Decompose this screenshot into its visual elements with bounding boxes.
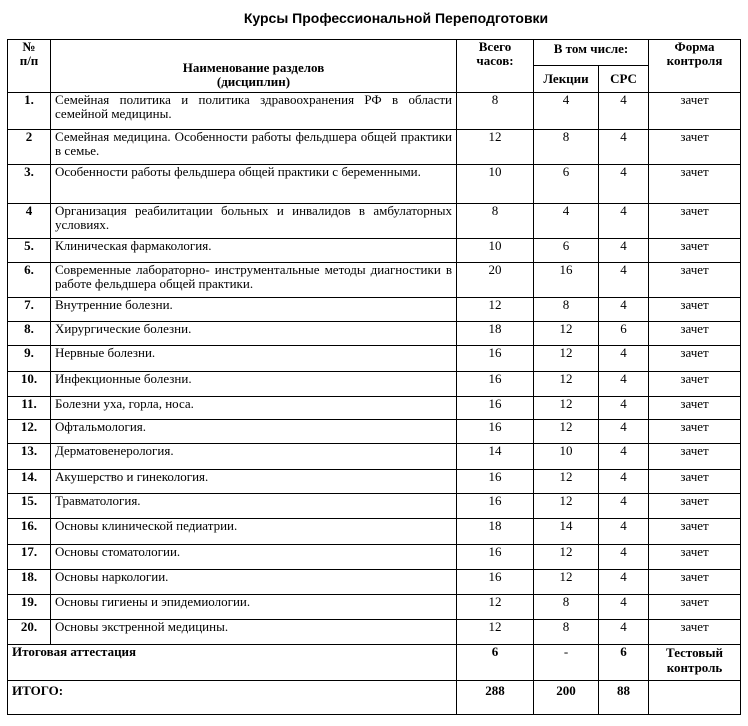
row-number: 7. xyxy=(8,298,51,322)
row-srs: 4 xyxy=(599,298,649,322)
row-srs: 4 xyxy=(599,570,649,595)
row-number: 14. xyxy=(8,470,51,494)
row-lectures: 12 xyxy=(534,372,599,397)
row-name: Организация реабилитации больных и инвалидов в амбулаторных условиях. xyxy=(51,204,457,239)
table-row xyxy=(8,494,741,519)
row-total-hours: 8 xyxy=(457,204,534,239)
row-number: 10. xyxy=(8,372,51,397)
row-name: Основы клинической педиатрии. xyxy=(51,519,457,545)
row-lectures: 12 xyxy=(534,397,599,420)
table-row xyxy=(8,470,741,494)
header-name: Наименование разделов (дисциплин) xyxy=(51,40,457,93)
attestation-label: Итоговая аттестация xyxy=(8,645,457,681)
attestation-srs: 6 xyxy=(599,645,649,681)
row-srs: 4 xyxy=(599,397,649,420)
row-srs: 4 xyxy=(599,620,649,645)
row-number: 11. xyxy=(8,397,51,420)
row-total-hours: 16 xyxy=(457,570,534,595)
row-name: Инфекционные болезни. xyxy=(51,372,457,397)
row-lectures: 12 xyxy=(534,322,599,346)
row-number: 18. xyxy=(8,570,51,595)
attestation-row xyxy=(8,645,741,681)
row-control-form: зачет xyxy=(649,239,741,263)
attestation-total-hours: 6 xyxy=(457,645,534,681)
total-control-form xyxy=(649,681,741,715)
table-row xyxy=(8,420,741,444)
row-srs: 4 xyxy=(599,470,649,494)
table-row xyxy=(8,397,741,420)
row-total-hours: 16 xyxy=(457,494,534,519)
row-lectures: 4 xyxy=(534,93,599,130)
row-total-hours: 16 xyxy=(457,346,534,372)
row-name: Основы наркологии. xyxy=(51,570,457,595)
total-label: ИТОГО: xyxy=(8,681,457,715)
row-lectures: 8 xyxy=(534,595,599,620)
row-number: 4 xyxy=(8,204,51,239)
table-row xyxy=(8,322,741,346)
row-name: Основы экстренной медицины. xyxy=(51,620,457,645)
row-control-form: зачет xyxy=(649,263,741,298)
row-total-hours: 16 xyxy=(457,420,534,444)
row-number: 16. xyxy=(8,519,51,545)
row-number: 3. xyxy=(8,165,51,204)
row-lectures: 6 xyxy=(534,239,599,263)
row-name: Семейная медицина. Особенности работы фельдшера общей практики в семье. xyxy=(51,130,457,165)
row-srs: 4 xyxy=(599,545,649,570)
row-control-form: зачет xyxy=(649,595,741,620)
row-name: Основы гигиены и эпидемиологии. xyxy=(51,595,457,620)
row-srs: 4 xyxy=(599,204,649,239)
row-name: Акушерство и гинекология. xyxy=(51,470,457,494)
header-number: № п/п xyxy=(8,40,51,93)
row-name: Нервные болезни. xyxy=(51,346,457,372)
row-name: Семейная политика и политика здравоохранения РФ в области семейной медицины. xyxy=(51,93,457,130)
row-control-form: зачет xyxy=(649,322,741,346)
row-control-form: зачет xyxy=(649,372,741,397)
table-row xyxy=(8,204,741,239)
row-srs: 4 xyxy=(599,130,649,165)
row-lectures: 16 xyxy=(534,263,599,298)
row-control-form: зачет xyxy=(649,420,741,444)
row-total-hours: 8 xyxy=(457,93,534,130)
header-row xyxy=(8,40,741,66)
row-srs: 4 xyxy=(599,372,649,397)
row-srs: 4 xyxy=(599,444,649,470)
row-lectures: 8 xyxy=(534,620,599,645)
table-row xyxy=(8,263,741,298)
row-total-hours: 18 xyxy=(457,519,534,545)
row-name: Внутренние болезни. xyxy=(51,298,457,322)
total-srs: 88 xyxy=(599,681,649,715)
row-total-hours: 12 xyxy=(457,298,534,322)
attestation-control-form: Тестовый контроль xyxy=(649,645,741,681)
table-row xyxy=(8,545,741,570)
row-srs: 4 xyxy=(599,165,649,204)
row-control-form: зачет xyxy=(649,397,741,420)
header-total-hours: Всего часов: xyxy=(457,40,534,93)
row-total-hours: 16 xyxy=(457,397,534,420)
row-number: 8. xyxy=(8,322,51,346)
table-row xyxy=(8,519,741,545)
row-number: 15. xyxy=(8,494,51,519)
header-control-form: Форма контроля xyxy=(649,40,741,93)
row-lectures: 4 xyxy=(534,204,599,239)
row-control-form: зачет xyxy=(649,204,741,239)
row-lectures: 8 xyxy=(534,130,599,165)
row-srs: 4 xyxy=(599,595,649,620)
table-row xyxy=(8,165,741,204)
row-srs: 6 xyxy=(599,322,649,346)
row-name: Основы стоматологии. xyxy=(51,545,457,570)
row-number: 2 xyxy=(8,130,51,165)
table-row xyxy=(8,620,741,645)
row-number: 20. xyxy=(8,620,51,645)
table-row xyxy=(8,444,741,470)
row-name: Хирургические болезни. xyxy=(51,322,457,346)
row-name: Офтальмология. xyxy=(51,420,457,444)
row-number: 9. xyxy=(8,346,51,372)
row-srs: 4 xyxy=(599,494,649,519)
row-number: 1. xyxy=(8,93,51,130)
row-total-hours: 12 xyxy=(457,595,534,620)
attestation-lectures: - xyxy=(534,645,599,681)
row-lectures: 8 xyxy=(534,298,599,322)
table-row xyxy=(8,372,741,397)
row-srs: 4 xyxy=(599,346,649,372)
row-total-hours: 18 xyxy=(457,322,534,346)
row-control-form: зачет xyxy=(649,545,741,570)
row-control-form: зачет xyxy=(649,494,741,519)
total-lectures: 200 xyxy=(534,681,599,715)
row-name: Особенности работы фельдшера общей практики с беременными. xyxy=(51,165,457,204)
total-hours: 288 xyxy=(457,681,534,715)
row-total-hours: 12 xyxy=(457,130,534,165)
row-lectures: 10 xyxy=(534,444,599,470)
table-row xyxy=(8,93,741,130)
row-name: Клиническая фармакология. xyxy=(51,239,457,263)
row-lectures: 14 xyxy=(534,519,599,545)
row-name: Дерматовенерология. xyxy=(51,444,457,470)
row-lectures: 12 xyxy=(534,570,599,595)
row-control-form: зачет xyxy=(649,519,741,545)
row-srs: 4 xyxy=(599,239,649,263)
row-name: Травматология. xyxy=(51,494,457,519)
row-total-hours: 16 xyxy=(457,372,534,397)
row-total-hours: 12 xyxy=(457,620,534,645)
row-name: Болезни уха, горла, носа. xyxy=(51,397,457,420)
row-lectures: 6 xyxy=(534,165,599,204)
row-srs: 4 xyxy=(599,93,649,130)
row-number: 12. xyxy=(8,420,51,444)
row-control-form: зачет xyxy=(649,470,741,494)
row-number: 17. xyxy=(8,545,51,570)
page-title: Курсы Профессиональной Переподготовки xyxy=(243,10,549,26)
row-number: 13. xyxy=(8,444,51,470)
header-srs: СРС xyxy=(599,66,649,93)
row-control-form: зачет xyxy=(649,130,741,165)
row-control-form: зачет xyxy=(649,570,741,595)
row-srs: 4 xyxy=(599,519,649,545)
row-control-form: зачет xyxy=(649,165,741,204)
curriculum-table xyxy=(7,39,741,715)
row-number: 5. xyxy=(8,239,51,263)
row-control-form: зачет xyxy=(649,93,741,130)
row-total-hours: 14 xyxy=(457,444,534,470)
row-lectures: 12 xyxy=(534,494,599,519)
row-lectures: 12 xyxy=(534,346,599,372)
row-number: 19. xyxy=(8,595,51,620)
table-row xyxy=(8,239,741,263)
row-lectures: 12 xyxy=(534,545,599,570)
row-total-hours: 16 xyxy=(457,470,534,494)
row-srs: 4 xyxy=(599,263,649,298)
row-srs: 4 xyxy=(599,420,649,444)
row-name: Современные лабораторно- инструментальные методы диагностики в работе фельдшера общей практики. xyxy=(51,263,457,298)
row-control-form: зачет xyxy=(649,346,741,372)
row-lectures: 12 xyxy=(534,420,599,444)
table-row xyxy=(8,298,741,322)
row-control-form: зачет xyxy=(649,298,741,322)
table-row xyxy=(8,130,741,165)
row-total-hours: 10 xyxy=(457,239,534,263)
row-control-form: зачет xyxy=(649,444,741,470)
header-including: В том числе: xyxy=(534,40,649,66)
row-control-form: зачет xyxy=(649,620,741,645)
header-lectures: Лекции xyxy=(534,66,599,93)
table-row xyxy=(8,346,741,372)
row-total-hours: 10 xyxy=(457,165,534,204)
table-row xyxy=(8,595,741,620)
row-number: 6. xyxy=(8,263,51,298)
row-lectures: 12 xyxy=(534,470,599,494)
row-total-hours: 20 xyxy=(457,263,534,298)
total-row xyxy=(8,681,741,715)
table-row xyxy=(8,570,741,595)
row-total-hours: 16 xyxy=(457,545,534,570)
